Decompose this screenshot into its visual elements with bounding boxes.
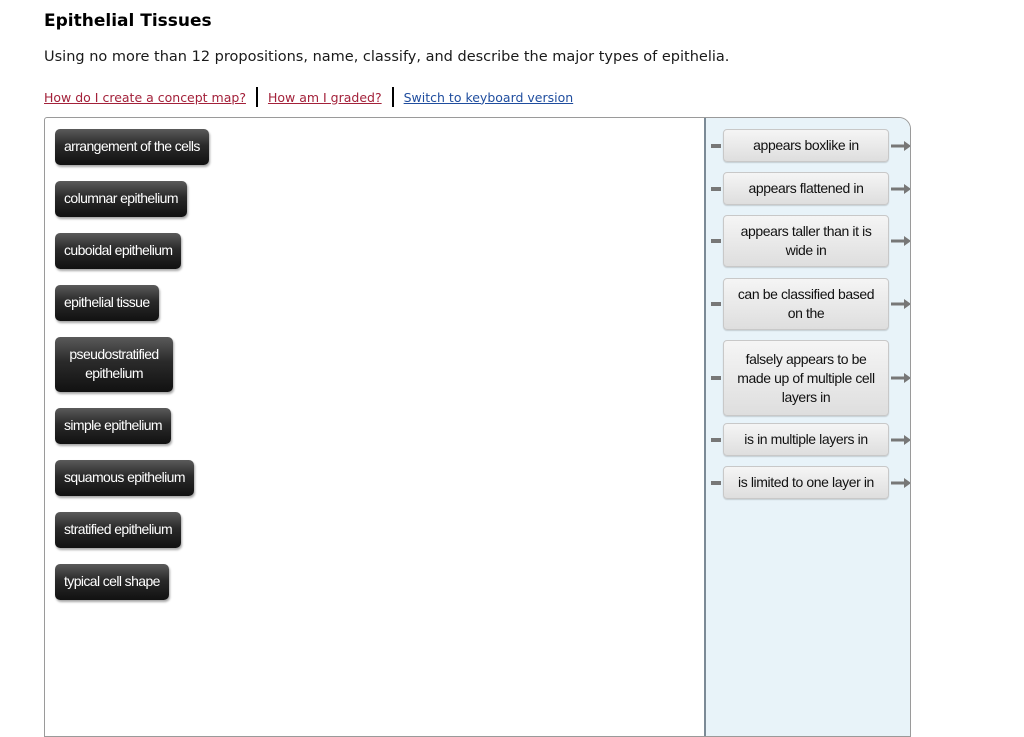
- page-title: Epithelial Tissues: [44, 11, 212, 31]
- dash-handle-icon[interactable]: [711, 144, 721, 148]
- link-phrase[interactable]: is limited to one layer in: [723, 466, 889, 499]
- dash-handle-icon[interactable]: [711, 302, 721, 306]
- arrow-right-icon[interactable]: [891, 372, 911, 384]
- arrow-right-icon[interactable]: [891, 298, 911, 310]
- link-phrase[interactable]: is in multiple layers in: [723, 423, 889, 456]
- concept-node[interactable]: cuboidal epithelium: [55, 233, 181, 269]
- help-links-bar: [44, 86, 573, 108]
- dash-handle-icon[interactable]: [711, 187, 721, 191]
- link-phrase-row[interactable]: [706, 172, 911, 205]
- arrow-right-icon[interactable]: [891, 477, 911, 489]
- link-phrase-row[interactable]: [706, 466, 911, 499]
- arrow-right-icon[interactable]: [891, 183, 911, 195]
- arrow-right-icon[interactable]: [891, 140, 911, 152]
- concept-node[interactable]: columnar epithelium: [55, 181, 187, 217]
- link-phrase-panel[interactable]: [704, 118, 910, 736]
- link-separator: [392, 87, 394, 107]
- link-phrase[interactable]: appears flattened in: [723, 172, 889, 205]
- concept-node[interactable]: squamous epithelium: [55, 460, 194, 496]
- concept-node[interactable]: epithelial tissue: [55, 285, 159, 321]
- arrow-right-icon[interactable]: [891, 434, 911, 446]
- concept-node[interactable]: typical cell shape: [55, 564, 169, 600]
- concept-map-workspace[interactable]: [44, 117, 911, 737]
- concept-panel[interactable]: [45, 118, 704, 736]
- dash-handle-icon[interactable]: [711, 376, 721, 380]
- link-phrase-row[interactable]: [706, 340, 911, 416]
- concept-node[interactable]: simple epithelium: [55, 408, 171, 444]
- concept-node[interactable]: stratified epithelium: [55, 512, 181, 548]
- link-phrase-row[interactable]: [706, 129, 911, 162]
- link-phrase[interactable]: appears boxlike in: [723, 129, 889, 162]
- instructions-text: Using no more than 12 propositions, name, classify, and describe the major types of epithelia.: [44, 49, 730, 65]
- keyboard-version-link[interactable]: Switch to keyboard version: [403, 89, 574, 105]
- link-phrase-row[interactable]: [706, 215, 911, 267]
- dash-handle-icon[interactable]: [711, 239, 721, 243]
- arrow-right-icon[interactable]: [891, 235, 911, 247]
- link-separator: [256, 87, 258, 107]
- link-phrase-row[interactable]: [706, 423, 911, 456]
- concept-map-help-link[interactable]: How do I create a concept map?: [44, 89, 246, 105]
- dash-handle-icon[interactable]: [711, 438, 721, 442]
- dash-handle-icon[interactable]: [711, 481, 721, 485]
- grading-help-link[interactable]: How am I graded?: [267, 89, 382, 105]
- concept-node[interactable]: pseudostratified epithelium: [55, 337, 173, 392]
- link-phrase[interactable]: can be classified based on the: [723, 278, 889, 330]
- link-phrase[interactable]: falsely appears to be made up of multiple cell layers in: [723, 340, 889, 416]
- link-phrase[interactable]: appears taller than it is wide in: [723, 215, 889, 267]
- link-phrase-row[interactable]: [706, 278, 911, 330]
- concept-node[interactable]: arrangement of the cells: [55, 129, 209, 165]
